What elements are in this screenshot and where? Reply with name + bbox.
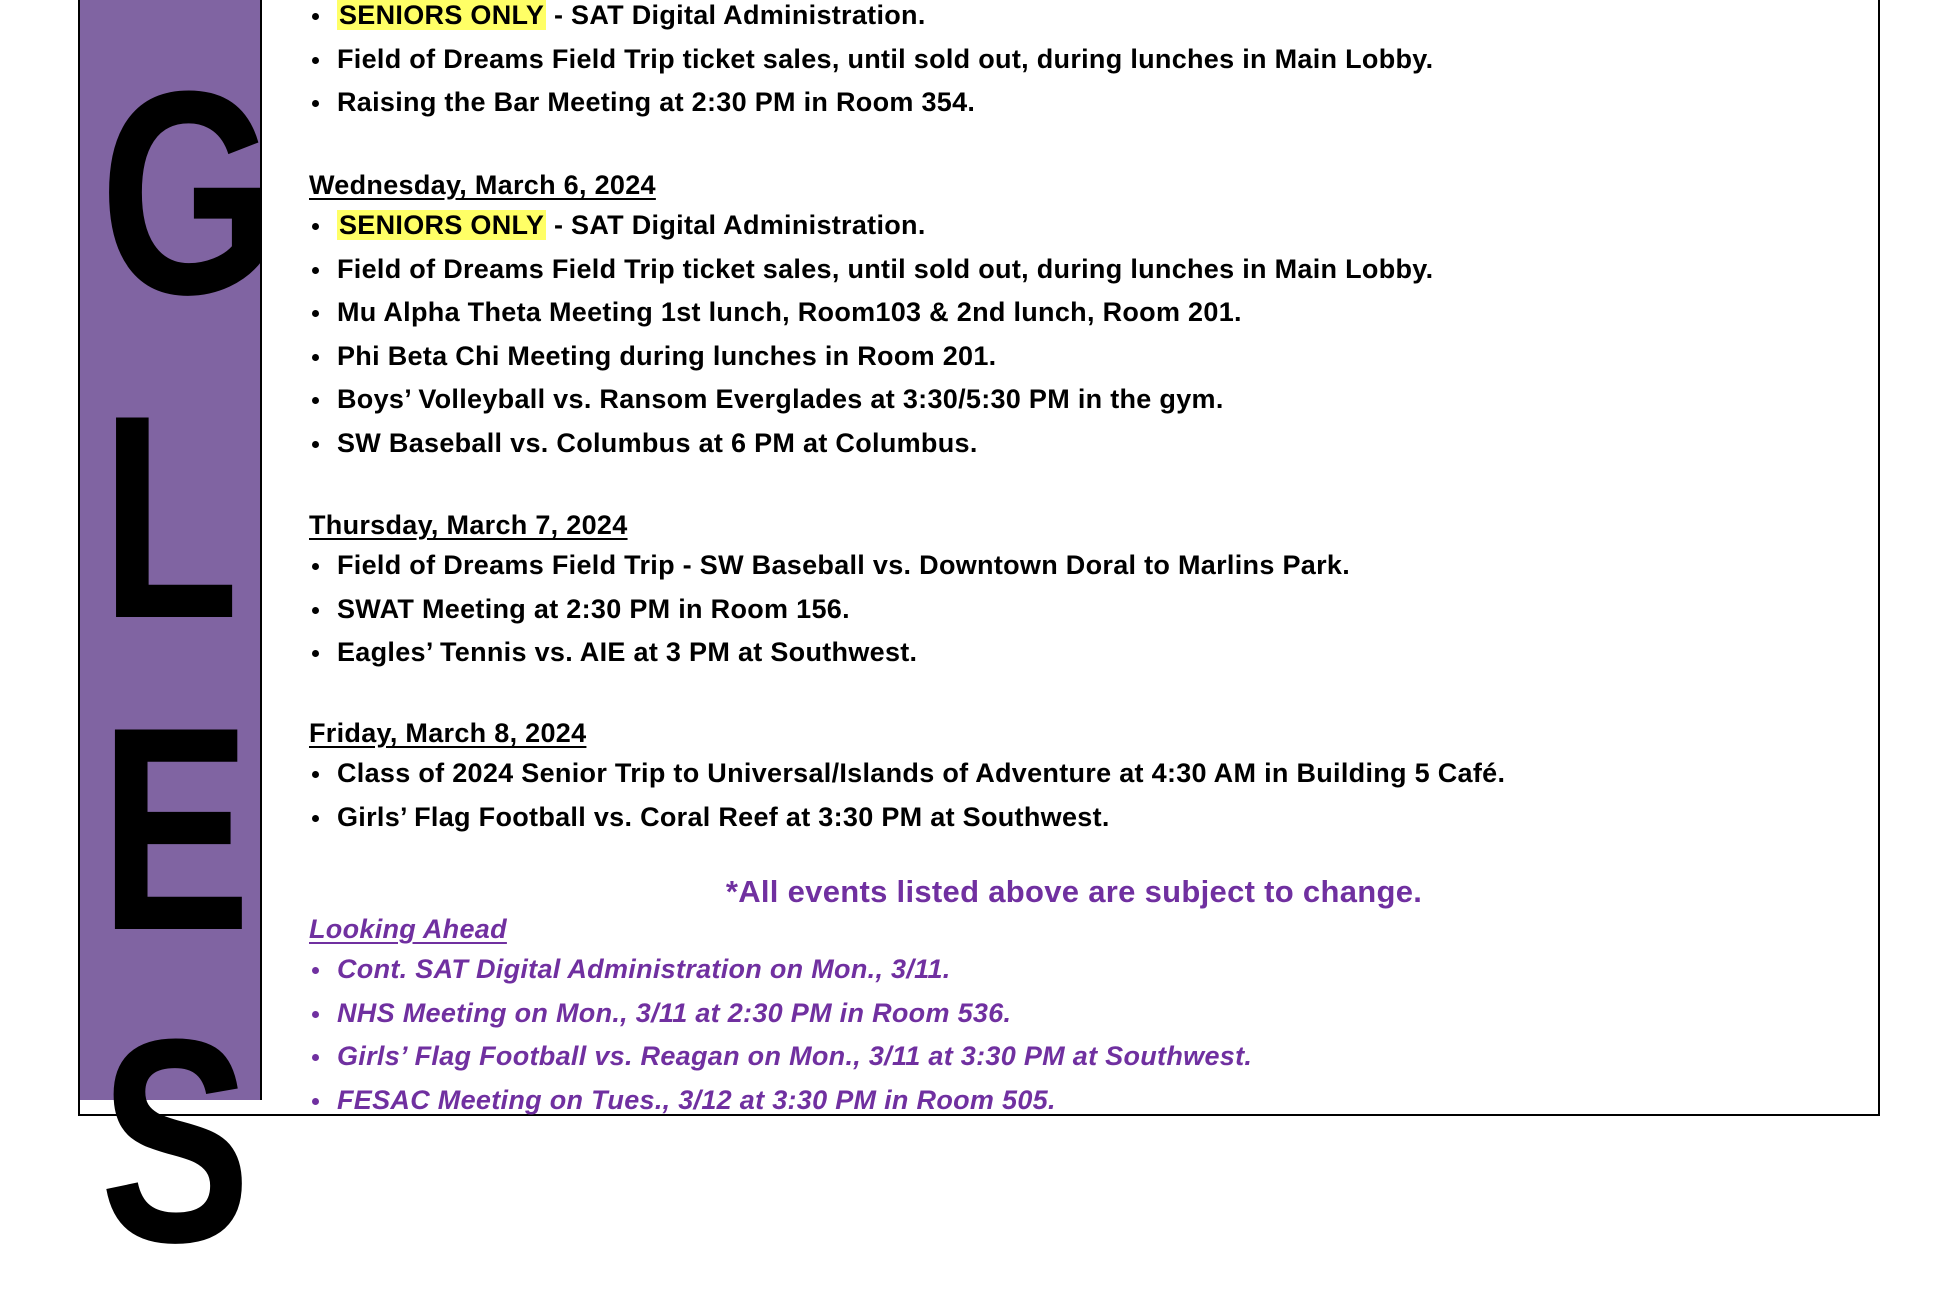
event-text: SWAT Meeting at 2:30 PM in Room 156. — [337, 593, 850, 624]
event-item — [309, 631, 1849, 675]
event-item — [309, 588, 1849, 632]
disclaimer-notice: *All events listed above are subject to change. — [725, 874, 1423, 909]
event-text: FESAC Meeting on Tues., 3/12 at 3:30 PM in Room 505. — [337, 1084, 1056, 1115]
event-item — [309, 796, 1849, 840]
event-text: Boys’ Volleyball vs. Ransom Everglades at 3:30/5:30 PM in the gym. — [337, 384, 1224, 415]
day-section-tuesday — [309, 0, 1849, 125]
event-item — [309, 378, 1849, 422]
sidebar-letter: G — [99, 31, 276, 355]
looking-ahead-section — [309, 910, 1849, 1122]
day-heading: Thursday, March 7, 2024 — [309, 510, 628, 540]
event-item — [309, 422, 1849, 466]
event-item — [309, 948, 1849, 992]
event-item — [309, 38, 1849, 82]
event-list — [309, 948, 1849, 1122]
event-item — [309, 81, 1849, 125]
looking-ahead-heading: Looking Ahead — [309, 914, 507, 944]
highlight-tag: SENIORS ONLY — [339, 210, 545, 240]
event-text: SW Baseball vs. Columbus at 6 PM at Columbus. — [337, 427, 978, 458]
event-item — [309, 992, 1849, 1036]
event-list — [309, 0, 1849, 125]
event-text: - SAT Digital Administration. — [546, 210, 926, 240]
event-text: Raising the Bar Meeting at 2:30 PM in Room 354. — [337, 87, 976, 118]
day-section-wednesday — [309, 166, 1849, 466]
event-item — [309, 0, 1849, 38]
event-list — [309, 204, 1849, 466]
day-heading: Friday, March 8, 2024 — [309, 718, 587, 748]
event-text: Class of 2024 Senior Trip to Universal/Islands of Adventure at 4:30 AM in Building 5 Café. — [337, 758, 1506, 788]
event-item — [309, 291, 1849, 335]
event-item — [309, 248, 1849, 292]
event-text: - SAT Digital Administration. — [546, 0, 926, 30]
event-text: Field of Dreams Field Trip - SW Baseball vs. Downtown Doral to Marlins Park. — [337, 550, 1350, 580]
sidebar-letter: E — [99, 667, 251, 991]
event-item — [309, 335, 1849, 379]
sidebar-letter: L — [100, 355, 240, 679]
highlight-tag: SENIORS ONLY — [339, 0, 545, 30]
event-item — [309, 204, 1849, 248]
event-text: Field of Dreams Field Trip ticket sales, until sold out, during lunches in Main Lobby. — [337, 43, 1434, 74]
sidebar-letter: S — [99, 979, 251, 1303]
event-text: NHS Meeting on Mon., 3/11 at 2:30 PM in Room 536. — [337, 997, 1012, 1028]
event-text: Cont. SAT Digital Administration on Mon., 3/11. — [337, 954, 951, 984]
event-text: Phi Beta Chi Meeting during lunches in Room 201. — [337, 340, 997, 371]
event-list — [309, 544, 1849, 675]
event-text: Eagles’ Tennis vs. AIE at 3 PM at Southwest. — [337, 637, 918, 668]
event-item — [309, 1035, 1849, 1079]
sidebar-banner — [78, 0, 276, 1303]
event-item — [309, 1079, 1849, 1123]
event-item — [309, 752, 1849, 796]
day-section-friday — [309, 714, 1849, 839]
event-item — [309, 544, 1849, 588]
event-text: Girls’ Flag Football vs. Reagan on Mon., 3/11 at 3:30 PM at Southwest. — [337, 1041, 1253, 1072]
day-heading: Wednesday, March 6, 2024 — [309, 170, 656, 200]
day-section-thursday — [309, 506, 1849, 675]
event-text: Field of Dreams Field Trip ticket sales, until sold out, during lunches in Main Lobby. — [337, 253, 1434, 284]
event-text: Girls’ Flag Football vs. Coral Reef at 3:30 PM at Southwest. — [337, 801, 1110, 832]
event-text: Mu Alpha Theta Meeting 1st lunch, Room103 & 2nd lunch, Room 201. — [337, 297, 1242, 328]
event-list — [309, 752, 1849, 839]
